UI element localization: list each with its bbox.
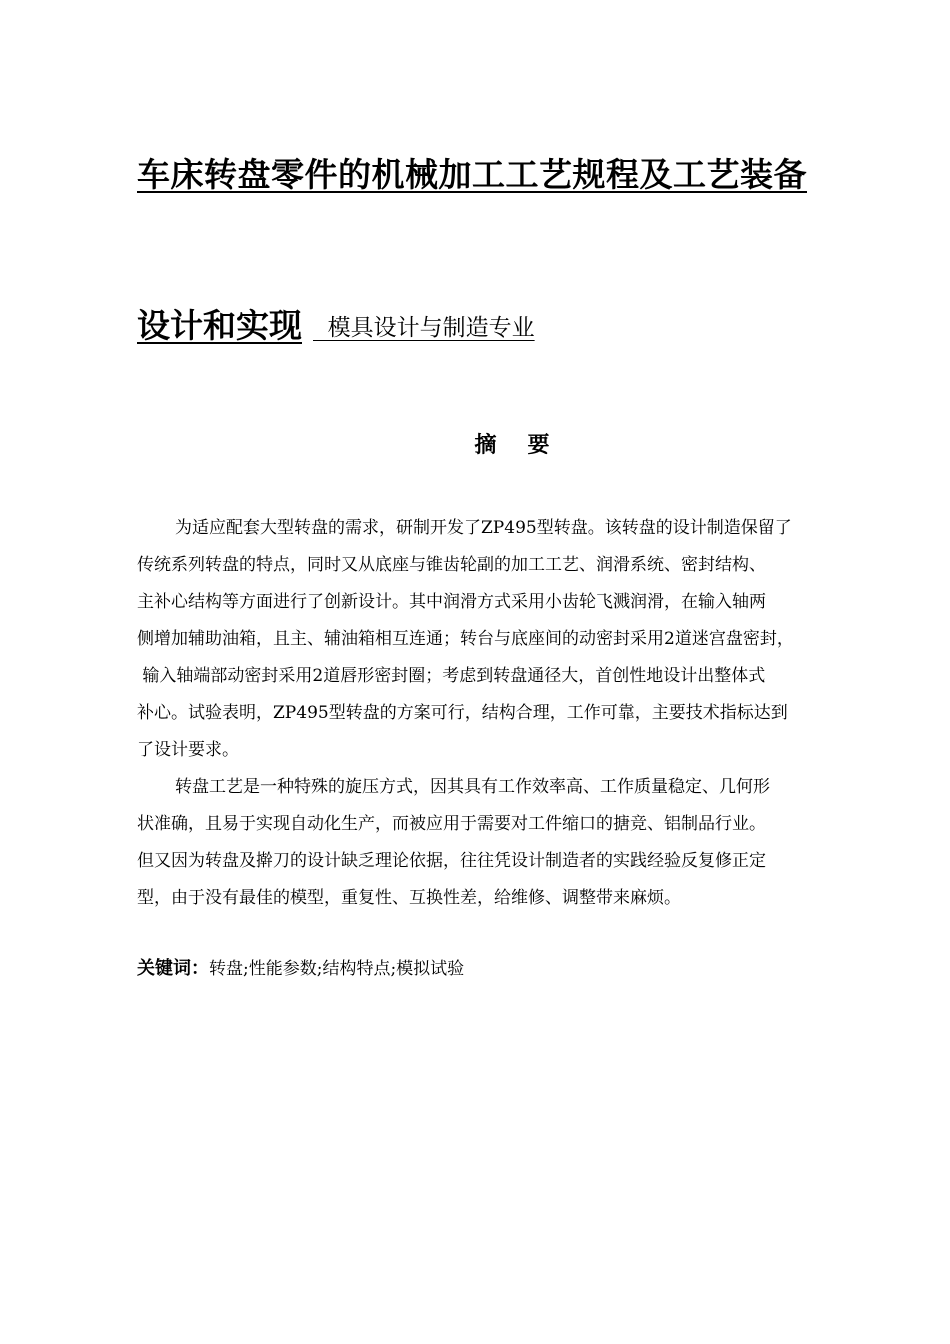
keywords-label: 关键词： <box>137 958 209 979</box>
paragraph-line: 转盘工艺是一种特殊的旋压方式，因其具有工作效率高、工作质量稳定、几何形 <box>175 777 770 797</box>
paragraph-line: 补心。试验表明，ZP495型转盘的方案可行，结构合理，工作可靠，主要技术指标达到 <box>137 703 788 723</box>
paragraph-line: 为适应配套大型转盘的需求，研制开发了ZP495型转盘。该转盘的设计制造保留了 <box>175 518 792 538</box>
paragraph-line: 了设计要求。 <box>137 740 239 760</box>
title-line-2: 设计和实现 <box>137 306 302 345</box>
keywords-text: 转盘;性能参数;结构特点;模拟试验 <box>209 959 465 979</box>
abstract-heading: 摘 要 <box>474 433 552 458</box>
keywords <box>137 957 464 981</box>
title-line-1: 车床转盘零件的机械加工工艺规程及工艺装备 <box>137 155 807 194</box>
paragraph-line: 输入轴端部动密封采用2道唇形密封圈；考虑到转盘通径大，首创性地设计出整体式 <box>137 666 766 686</box>
paragraph-line: 传统系列转盘的特点，同时又从底座与锥齿轮副的加工工艺、润滑系统、密封结构、 <box>137 555 766 575</box>
paragraph-line: 状准确，且易于实现自动化生产，而被应用于需要对工件缩口的搪竞、铝制品行业。 <box>137 814 766 834</box>
paragraph-line: 但又因为转盘及擀刀的设计缺乏理论依据，往往凭设计制造者的实践经验反复修正定 <box>137 851 766 871</box>
paragraph-line: 型，由于没有最佳的模型，重复性、互换性差，给维修、调整带来麻烦。 <box>137 888 681 908</box>
major-subtitle: 模具设计与制造专业 <box>313 315 535 341</box>
paragraph-line: 侧增加辅助油箱，且主、辅油箱相互连通；转台与底座间的动密封采用2道迷宫盘密封， <box>137 629 794 649</box>
paragraph-line: 主补心结构等方面进行了创新设计。其中润滑方式采用小齿轮飞溅润滑，在输入轴两 <box>137 592 766 612</box>
